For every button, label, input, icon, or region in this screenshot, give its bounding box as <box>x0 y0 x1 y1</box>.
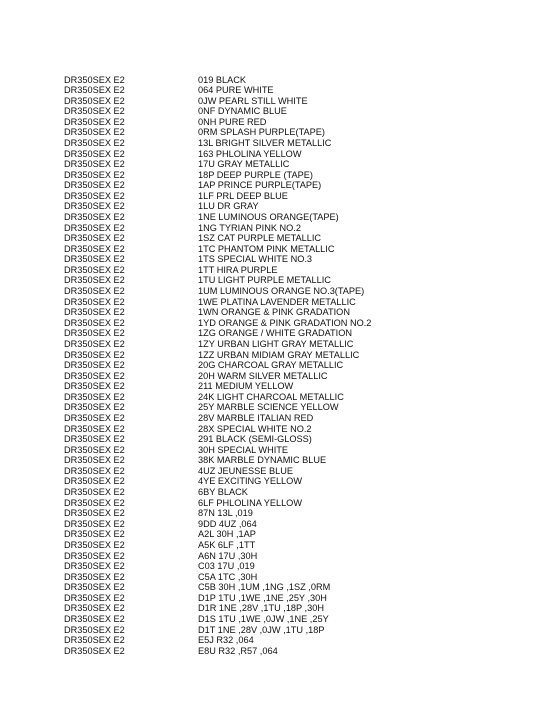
model-code: DR350SEX E2 <box>64 592 125 603</box>
model-code: DR350SEX E2 <box>64 137 125 148</box>
list-item <box>64 106 544 117</box>
model-code: DR350SEX E2 <box>64 296 125 307</box>
model-code: DR350SEX E2 <box>64 603 125 614</box>
model-code: DR350SEX E2 <box>64 529 125 540</box>
model-code: DR350SEX E2 <box>64 286 125 297</box>
list-item <box>64 519 544 530</box>
model-code: DR350SEX E2 <box>64 338 125 349</box>
list-item <box>64 508 544 519</box>
model-code: DR350SEX E2 <box>64 518 125 529</box>
list-item <box>64 445 544 456</box>
color-description: 064 PURE WHITE <box>198 85 274 96</box>
list-item <box>64 635 544 646</box>
list-item <box>64 572 544 583</box>
color-code-list <box>64 75 544 657</box>
color-description: 1LU DR GRAY <box>198 201 259 212</box>
list-item <box>64 360 544 371</box>
color-description: 1NE LUMINOUS ORANGE(TAPE) <box>198 212 339 223</box>
model-code: DR350SEX E2 <box>64 582 125 593</box>
list-item <box>64 487 544 498</box>
list-item <box>64 127 544 138</box>
color-description: 1TS SPECIAL WHITE NO.3 <box>198 254 313 265</box>
model-code: DR350SEX E2 <box>64 508 125 519</box>
list-item <box>64 212 544 223</box>
color-description: 87N 13L ,019 <box>198 508 253 519</box>
list-item <box>64 254 544 265</box>
model-code: DR350SEX E2 <box>64 328 125 339</box>
list-item <box>64 233 544 244</box>
list-item <box>64 350 544 361</box>
list-item <box>64 593 544 604</box>
color-description: 17U GRAY METALLIC <box>198 159 290 170</box>
list-item <box>64 286 544 297</box>
color-description: 1ZY URBAN LIGHT GRAY METALLIC <box>198 338 354 349</box>
list-item <box>64 328 544 339</box>
color-description: 25Y MARBLE SCIENCE YELLOW <box>198 402 339 413</box>
model-code: DR350SEX E2 <box>64 243 125 254</box>
color-description: D1P 1TU ,1WE ,1NE ,25Y ,30H <box>198 592 327 603</box>
color-description: 4UZ JEUNESSE BLUE <box>198 465 293 476</box>
model-code: DR350SEX E2 <box>64 233 125 244</box>
model-code: DR350SEX E2 <box>64 264 125 275</box>
list-item <box>64 244 544 255</box>
color-description: 20H WARM SILVER METALLIC <box>198 370 328 381</box>
list-item <box>64 413 544 424</box>
color-description: 4YE EXCITING YELLOW <box>198 476 302 487</box>
list-item <box>64 138 544 149</box>
model-code: DR350SEX E2 <box>64 402 125 413</box>
color-description: C5A 1TC ,30H <box>198 571 258 582</box>
list-item <box>64 275 544 286</box>
model-code: DR350SEX E2 <box>64 180 125 191</box>
list-item <box>64 625 544 636</box>
model-code: DR350SEX E2 <box>64 561 125 572</box>
list-item <box>64 170 544 181</box>
color-description: D1S 1TU ,1WE ,0JW ,1NE ,25Y <box>198 613 329 624</box>
list-item <box>64 223 544 234</box>
color-description: 211 MEDIUM YELLOW <box>198 381 294 392</box>
model-code: DR350SEX E2 <box>64 497 125 508</box>
color-description: D1R 1NE ,28V ,1TU ,18P ,30H <box>198 603 324 614</box>
model-code: DR350SEX E2 <box>64 455 125 466</box>
model-code: DR350SEX E2 <box>64 370 125 381</box>
model-code: DR350SEX E2 <box>64 95 125 106</box>
list-item <box>64 339 544 350</box>
model-code: DR350SEX E2 <box>64 444 125 455</box>
list-item <box>64 582 544 593</box>
color-description: 0RM SPLASH PURPLE(TAPE) <box>198 127 325 138</box>
color-description: 9DD 4UZ ,064 <box>198 518 257 529</box>
list-item <box>64 424 544 435</box>
list-item <box>64 96 544 107</box>
color-description: 163 PHLOLINA YELLOW <box>198 148 302 159</box>
model-code: DR350SEX E2 <box>64 391 125 402</box>
list-item <box>64 540 544 551</box>
list-item <box>64 646 544 657</box>
model-code: DR350SEX E2 <box>64 645 125 656</box>
list-item <box>64 614 544 625</box>
list-item <box>64 201 544 212</box>
list-item <box>64 476 544 487</box>
list-item <box>64 381 544 392</box>
color-description: 1NG TYRIAN PINK NO.2 <box>198 222 301 233</box>
list-item <box>64 466 544 477</box>
list-item <box>64 434 544 445</box>
color-description: 6BY BLACK <box>198 487 248 498</box>
model-code: DR350SEX E2 <box>64 613 125 624</box>
list-item <box>64 551 544 562</box>
color-description: 1TU LIGHT PURPLE METALLIC <box>198 275 331 286</box>
color-description: 18P DEEP PURPLE (TAPE) <box>198 169 313 180</box>
model-code: DR350SEX E2 <box>64 487 125 498</box>
model-code: DR350SEX E2 <box>64 539 125 550</box>
color-description: 0NH PURE RED <box>198 116 267 127</box>
model-code: DR350SEX E2 <box>64 169 125 180</box>
model-code: DR350SEX E2 <box>64 349 125 360</box>
model-code: DR350SEX E2 <box>64 381 125 392</box>
model-code: DR350SEX E2 <box>64 635 125 646</box>
model-code: DR350SEX E2 <box>64 74 125 85</box>
list-item <box>64 392 544 403</box>
model-code: DR350SEX E2 <box>64 159 125 170</box>
model-code: DR350SEX E2 <box>64 360 125 371</box>
color-description: 0NF DYNAMIC BLUE <box>198 106 287 117</box>
model-code: DR350SEX E2 <box>64 423 125 434</box>
list-item <box>64 180 544 191</box>
model-code: DR350SEX E2 <box>64 190 125 201</box>
color-description: A6N 17U ,30H <box>198 550 258 561</box>
list-item <box>64 402 544 413</box>
list-item <box>64 307 544 318</box>
model-code: DR350SEX E2 <box>64 275 125 286</box>
list-item <box>64 117 544 128</box>
list-item <box>64 265 544 276</box>
color-description: E8U R32 ,R57 ,064 <box>198 645 278 656</box>
model-code: DR350SEX E2 <box>64 148 125 159</box>
model-code: DR350SEX E2 <box>64 254 125 265</box>
color-description: 38K MARBLE DYNAMIC BLUE <box>198 455 327 466</box>
color-description: 28V MARBLE ITALIAN RED <box>198 413 314 423</box>
list-item <box>64 159 544 170</box>
model-code: DR350SEX E2 <box>64 413 125 423</box>
list-item <box>64 561 544 572</box>
list-item <box>64 529 544 540</box>
list-item <box>64 455 544 466</box>
color-description: 0JW PEARL STILL WHITE <box>198 95 308 106</box>
color-description: 13L BRIGHT SILVER METALLIC <box>198 137 332 148</box>
model-code: DR350SEX E2 <box>64 85 125 96</box>
color-description: 20G CHARCOAL GRAY METALLIC <box>198 360 344 371</box>
color-description: 1ZZ URBAN MIDIAM GRAY METALLIC <box>198 349 360 360</box>
color-description: 1SZ CAT PURPLE METALLIC <box>198 233 322 244</box>
list-item <box>64 75 544 86</box>
color-description: 28X SPECIAL WHITE NO.2 <box>198 423 312 434</box>
list-item <box>64 603 544 614</box>
color-description: 30H SPECIAL WHITE <box>198 444 289 455</box>
color-description: 24K LIGHT CHARCOAL METALLIC <box>198 391 344 402</box>
model-code: DR350SEX E2 <box>64 476 125 487</box>
model-code: DR350SEX E2 <box>64 212 125 223</box>
color-description: 1AP PRINCE PURPLE(TAPE) <box>198 180 322 191</box>
model-code: DR350SEX E2 <box>64 624 125 635</box>
list-item <box>64 318 544 329</box>
model-code: DR350SEX E2 <box>64 434 125 445</box>
color-description: 1ZG ORANGE / WHITE GRADATION <box>198 328 352 339</box>
color-description: E5J R32 ,064 <box>198 635 254 646</box>
model-code: DR350SEX E2 <box>64 550 125 561</box>
model-code: DR350SEX E2 <box>64 465 125 476</box>
list-item <box>64 149 544 160</box>
color-description: 1TC PHANTOM PINK METALLIC <box>198 243 335 254</box>
list-item <box>64 371 544 382</box>
model-code: DR350SEX E2 <box>64 116 125 127</box>
color-description: 1YD ORANGE & PINK GRADATION NO.2 <box>198 317 372 328</box>
color-description: 1LF PRL DEEP BLUE <box>198 190 288 201</box>
list-item <box>64 498 544 509</box>
color-description: A2L 30H ,1AP <box>198 529 256 540</box>
model-code: DR350SEX E2 <box>64 571 125 582</box>
list-item <box>64 297 544 308</box>
color-description: 1UM LUMINOUS ORANGE NO.3(TAPE) <box>198 286 365 297</box>
list-item <box>64 191 544 202</box>
color-description: 6LF PHLOLINA YELLOW <box>198 497 302 508</box>
color-description: D1T 1NE ,28V ,0JW ,1TU ,18P <box>198 624 325 635</box>
model-code: DR350SEX E2 <box>64 317 125 328</box>
color-description: 1TT HIRA PURPLE <box>198 264 278 275</box>
model-code: DR350SEX E2 <box>64 307 125 318</box>
color-description: 019 BLACK <box>198 74 247 85</box>
color-description: 1WN ORANGE & PINK GRADATION <box>198 307 350 318</box>
color-description: C5B 30H ,1UM ,1NG ,1SZ ,0RM <box>198 582 331 593</box>
color-description: C03 17U ,019 <box>198 561 255 572</box>
model-code: DR350SEX E2 <box>64 127 125 138</box>
color-description: A5K 6LF ,1TT <box>198 539 256 550</box>
color-description: 1WE PLATINA LAVENDER METALLIC <box>198 296 356 307</box>
model-code: DR350SEX E2 <box>64 106 125 117</box>
model-code: DR350SEX E2 <box>64 222 125 233</box>
list-item <box>64 85 544 96</box>
model-code: DR350SEX E2 <box>64 201 125 212</box>
color-description: 291 BLACK (SEMI-GLOSS) <box>198 434 312 445</box>
